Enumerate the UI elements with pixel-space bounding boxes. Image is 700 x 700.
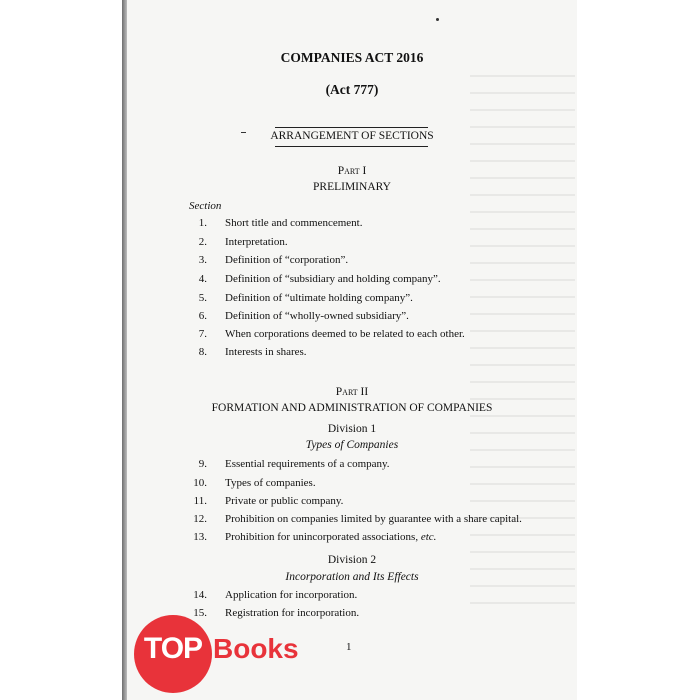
division-1-title: Types of Companies [305,439,399,451]
toc-entry: 3. Definition of “corporation”. [198,254,349,266]
act-number: (Act 777) [325,82,379,97]
toc-entry: 1. Short title and commencement. [198,217,363,229]
toc-entry: 6. Definition of “wholly-owned subsidiary”. [198,310,409,322]
toc-entry: 15. Registration for incorporation. [193,607,360,619]
section-column-label: Section [189,200,222,212]
toc-entry: 11. Private or public company. [193,495,344,507]
part-2-heading: FORMATION AND ADMINISTRATION OF COMPANIES [211,402,493,414]
toc-entry: 4. Definition of “subsidiary and holding company”. [198,273,441,285]
toc-entry: 7. When corporations deemed to be related to each other. [198,328,465,340]
show-through-text [470,60,575,620]
toc-entry: 2. Interpretation. [198,236,288,248]
part-1-label: Part I [337,165,367,177]
division-1-label: Division 1 [327,423,377,435]
part-1-heading: PRELIMINARY [313,181,391,193]
topbooks-logo-top: TOP [143,632,203,665]
act-title: COMPANIES ACT 2016 [280,50,424,65]
division-2-label: Division 2 [327,554,377,566]
page-number: 1 [346,641,352,653]
ink-speck [436,18,439,21]
arrangement-top-rule [275,127,428,128]
toc-entry: 10. Types of companies. [193,477,316,489]
toc-entry: 14. Application for incorporation. [193,589,358,601]
toc-entry: 8. Interests in shares. [198,346,307,358]
arrangement-heading [127,130,577,142]
topbooks-logo-books: Books [213,633,299,664]
arrangement-text: ARRANGEMENT OF SECTIONS [270,130,434,142]
toc-entry: 5. Definition of “ultimate holding company”. [198,292,413,304]
toc-entry: 13. Prohibition for unincorporated associations, etc. [193,531,437,543]
toc-entry: 9. Essential requirements of a company. [198,458,390,470]
division-2-title: Incorporation and Its Effects [285,571,419,583]
part-2-label: Part II [335,386,369,398]
toc-entry: 12. Prohibition on companies limited by guarantee with a share capital. [193,513,522,525]
photo-background-right [577,0,700,700]
arrangement-bottom-rule [275,146,428,147]
photo-background-left [0,0,122,700]
